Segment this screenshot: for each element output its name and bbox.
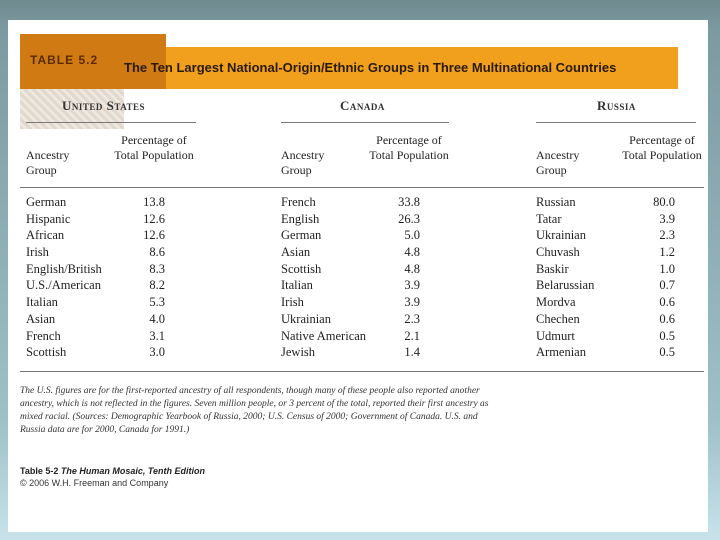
- table-cell: 8.2: [149, 278, 165, 293]
- table-cell: 0.7: [659, 278, 675, 293]
- table-cell: Irish: [26, 245, 49, 260]
- table-cell: 13.8: [143, 195, 165, 209]
- russia-value-column: [640, 194, 675, 361]
- table-cell: 0.5: [659, 345, 675, 360]
- table-cell: 3.9: [659, 211, 675, 226]
- table-cell: Asian: [26, 311, 56, 326]
- table-cell: Mordva: [536, 295, 576, 310]
- table-cell: Italian: [26, 295, 58, 310]
- table-cell: French: [281, 195, 316, 209]
- header-pct-canada: Percentage of Total Population: [369, 133, 449, 162]
- table-cell: German: [281, 228, 322, 243]
- table-cell: English/British: [26, 261, 102, 276]
- table-cell: 5.3: [149, 295, 165, 310]
- header-pct-russia: Percentage of Total Population: [622, 133, 702, 162]
- header-pct-us: Percentage of Total Population: [114, 133, 194, 162]
- table-cell: 0.6: [659, 295, 675, 310]
- table-cell: Tatar: [536, 211, 562, 226]
- country-heading-canada: Canada: [340, 98, 385, 113]
- table-cell: 26.3: [398, 211, 420, 226]
- source-book: The Human Mosaic, Tenth Edition: [60, 466, 206, 476]
- table-cell: 3.1: [149, 328, 165, 343]
- us-value-column: [130, 194, 165, 361]
- table-cell: 1.4: [404, 345, 420, 360]
- table-cell: 33.8: [398, 195, 420, 209]
- table-cell: 0.5: [659, 328, 675, 343]
- table-cell: 8.6: [149, 245, 165, 260]
- table-cell: 3.9: [404, 278, 420, 293]
- table-cell: 4.0: [149, 311, 165, 326]
- table-cell: 3.9: [404, 295, 420, 310]
- table-cell: 4.8: [404, 261, 420, 276]
- table-cell: 2.1: [404, 328, 420, 343]
- table-cell: 0.6: [659, 311, 675, 326]
- rule-canada: [281, 122, 449, 123]
- rule-us: [26, 122, 196, 123]
- table-cell: Belarussian: [536, 278, 595, 293]
- header-ancestry-russia: Ancestry Group: [536, 148, 580, 177]
- table-cell: Scottish: [281, 261, 322, 276]
- header-rule: [20, 187, 704, 188]
- table-cell: Hispanic: [26, 211, 71, 226]
- table-cell: 12.6: [143, 228, 165, 243]
- table-cell: 2.3: [404, 311, 420, 326]
- table-cell: 1.0: [659, 261, 675, 276]
- us-group-column: [26, 194, 126, 361]
- table-cell: Baskir: [536, 261, 569, 276]
- source-title: [20, 466, 205, 476]
- table-cell: Irish: [281, 295, 304, 310]
- table-cell: 2.3: [659, 228, 675, 243]
- header-ancestry-us: Ancestry Group: [26, 148, 70, 177]
- table-cell: 1.2: [659, 245, 675, 260]
- table-cell: Ukrainian: [536, 228, 586, 243]
- table-cell: Asian: [281, 245, 311, 260]
- table-cell: Jewish: [281, 345, 316, 360]
- table-cell: African: [26, 228, 65, 243]
- table-cell: Scottish: [26, 345, 67, 360]
- canada-value-column: [385, 194, 420, 361]
- table-cell: 12.6: [143, 211, 165, 226]
- canada-group-column: [281, 194, 381, 361]
- table-cell: 5.0: [404, 228, 420, 243]
- rule-russia: [536, 122, 696, 123]
- table-cell: 3.0: [149, 345, 165, 360]
- table-title: The Ten Largest National-Origin/Ethnic Groups in Three Multinational Countries: [124, 60, 617, 75]
- table-cell: Chuvash: [536, 245, 580, 260]
- country-heading-us: United States: [62, 98, 146, 113]
- footer-rule: [20, 371, 704, 372]
- table-cell: Armenian: [536, 345, 586, 360]
- header-ancestry-canada: Ancestry Group: [281, 148, 325, 177]
- country-heading-russia: Russia: [597, 98, 636, 113]
- russia-group-column: [536, 194, 636, 361]
- table-cell: French: [26, 328, 61, 343]
- table-cell: English: [281, 211, 320, 226]
- table-cell: Italian: [281, 278, 313, 293]
- table-cell: U.S./American: [26, 278, 101, 293]
- table-footnote: The U.S. figures are for the first-reported ancestry of all respondents, though many of these people also reported another ancestry, which is not reflected in the figures. Seven million people, or 3 percent of the total, reported their first ancestry as mixed racial. (Sources: Demographic Yearbook of Russia, 2000; U.S. Census of 2000; Government of Canada. U.S. and Russia data are for 2000, Canada for 1991.): [20, 386, 489, 435]
- source-copyright: © 2006 W.H. Freeman and Company: [20, 478, 169, 488]
- table-cell: 80.0: [653, 195, 675, 209]
- table-cell: Native American: [281, 328, 367, 343]
- source-label: Table 5-2: [20, 466, 59, 476]
- table-cell: 4.8: [404, 245, 420, 260]
- table-cell: German: [26, 195, 67, 209]
- table-cell: 8.3: [149, 261, 165, 276]
- table-cell: Ukrainian: [281, 311, 331, 326]
- table-cell: Udmurt: [536, 328, 575, 343]
- table-label: TABLE 5.2: [30, 53, 99, 67]
- table-cell: Russian: [536, 195, 576, 209]
- table-cell: Chechen: [536, 311, 580, 326]
